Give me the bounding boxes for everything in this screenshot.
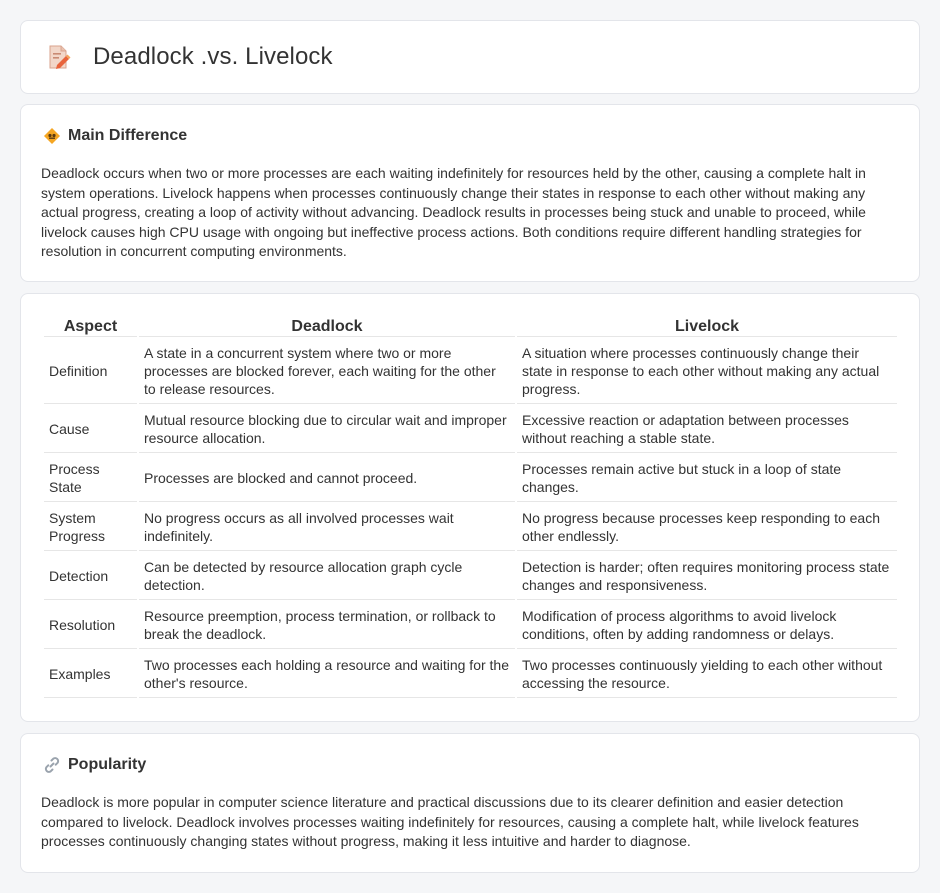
column-header-aspect: Aspect: [44, 315, 137, 337]
aspect-cell: Examples: [44, 649, 137, 698]
livelock-cell: Excessive reaction or adaptation between processes without reaching a stable state.: [517, 404, 897, 453]
diamond-badge-icon: [43, 127, 61, 145]
main-difference-title: Main Difference: [68, 127, 188, 144]
deadlock-cell: Resource preemption, process termination, or rollback to break the deadlock.: [139, 600, 515, 649]
title-card: [20, 20, 920, 94]
deadlock-cell: Can be detected by resource allocation graph cycle detection.: [139, 551, 515, 600]
comparison-table: [42, 315, 899, 698]
deadlock-cell: Two processes each holding a resource and waiting for the other's resource.: [139, 649, 515, 698]
table-row: [44, 337, 897, 404]
livelock-cell: Two processes continuously yielding to each other without accessing the resource.: [517, 649, 897, 698]
livelock-cell: Detection is harder; often requires monitoring process state changes and responsiveness.: [517, 551, 897, 600]
popularity-header: [43, 756, 146, 774]
link-icon: [43, 756, 61, 774]
livelock-cell: Processes remain active but stuck in a loop of state changes.: [517, 453, 897, 502]
aspect-cell: System Progress: [44, 502, 137, 551]
aspect-cell: Definition: [44, 337, 137, 404]
main-difference-card: [20, 104, 920, 282]
aspect-cell: Detection: [44, 551, 137, 600]
column-header-deadlock: Deadlock: [139, 315, 515, 337]
deadlock-cell: Mutual resource blocking due to circular wait and improper resource allocation.: [139, 404, 515, 453]
page-title: Deadlock .vs. Livelock: [93, 43, 333, 70]
table-row: [44, 551, 897, 600]
table-row: [44, 404, 897, 453]
livelock-cell: No progress because processes keep responding to each other endlessly.: [517, 502, 897, 551]
table-row: [44, 453, 897, 502]
comparison-card: [20, 293, 920, 722]
table-row: [44, 502, 897, 551]
table-row: [44, 649, 897, 698]
livelock-cell: A situation where processes continuously change their state in response to each other without making any actual progress.: [517, 337, 897, 404]
livelock-cell: Modification of process algorithms to avoid livelock conditions, often by adding randomness or delays.: [517, 600, 897, 649]
table-row: [44, 600, 897, 649]
popularity-card: [20, 733, 920, 873]
main-difference-text: Deadlock occurs when two or more processes are each waiting indefinitely for resources held by the other, causing a complete halt in system operations. Livelock happens when processes continuously change their states in response to each other without making any actual progress, creating a loop of activity without advancing. Deadlock results in processes being stuck and unable to proceed, while livelock causes high CPU usage with ongoing but ineffective process actions. Both conditions require different handling strategies for resolution in concurrent computing environments.: [41, 165, 866, 260]
deadlock-cell: Processes are blocked and cannot proceed.: [139, 453, 515, 502]
deadlock-cell: A state in a concurrent system where two or more processes are blocked forever, each waiting for the other to release resources.: [139, 337, 515, 404]
aspect-cell: Process State: [44, 453, 137, 502]
main-difference-header: [43, 127, 187, 145]
aspect-cell: Cause: [44, 404, 137, 453]
column-header-livelock: Livelock: [517, 315, 897, 337]
popularity-text: Deadlock is more popular in computer science literature and practical discussions due to its clearer definition and easier detection compared to livelock. Deadlock involves processes waiting indefinitely for resources, causing a complete halt, while livelock features processes continuously changing states without progress, making it less intuitive and harder to diagnose.: [41, 794, 859, 850]
popularity-title: Popularity: [68, 756, 147, 773]
table-header-row: [44, 315, 897, 337]
document-pencil-icon: [47, 44, 71, 70]
page-header: [47, 43, 333, 71]
aspect-cell: Resolution: [44, 600, 137, 649]
deadlock-cell: No progress occurs as all involved processes wait indefinitely.: [139, 502, 515, 551]
